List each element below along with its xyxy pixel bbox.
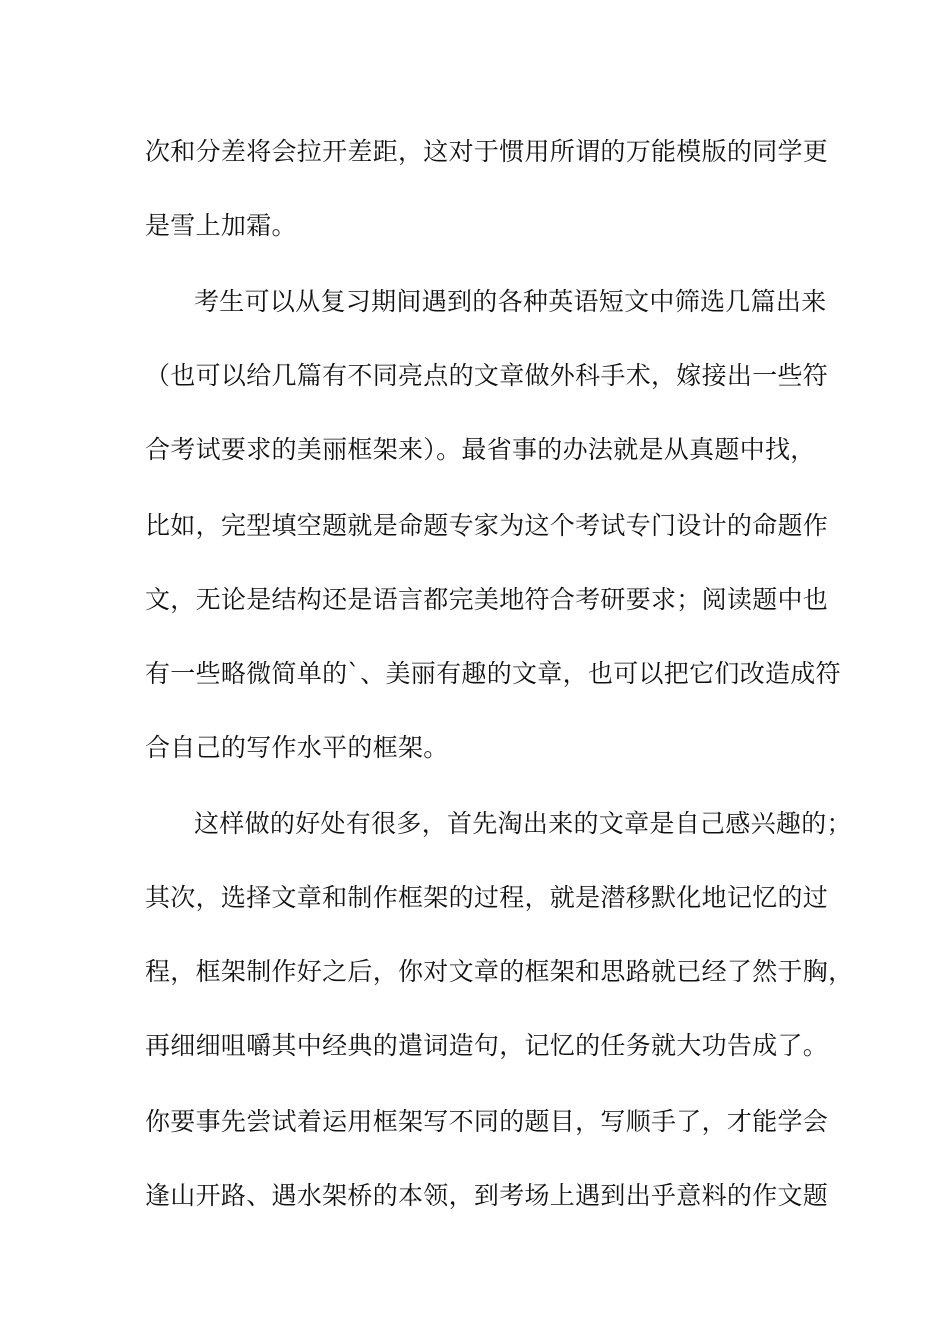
text-line: 合自己的写作水平的框架。 bbox=[145, 733, 449, 762]
text-line: 其次，选择文章和制作框架的过程，就是潜移默化地记忆的过 bbox=[145, 883, 829, 912]
text-line: 再细细咀嚼其中经典的遣词造句，记忆的任务就大功告成了。 bbox=[145, 1031, 829, 1060]
text-line: 比如，完型填空题就是命题专家为这个考试专门设计的命题作 bbox=[145, 511, 829, 540]
paragraph-start-line: 这样做的好处有很多，首先淘出来的文章是自己感兴趣的； bbox=[194, 809, 852, 838]
text-line: 程，框架制作好之后，你对文章的框架和思路就已经了然于胸， bbox=[145, 957, 854, 986]
text-line: （也可以给几篇有不同亮点的文章做外科手术，嫁接出一些符 bbox=[145, 361, 829, 390]
text-line: 你要事先尝试着运用框架写不同的题目，写顺手了，才能学会 bbox=[145, 1107, 829, 1136]
text-line: 逢山开路、遇水架桥的本领，到考场上遇到出乎意料的作文题 bbox=[145, 1181, 829, 1210]
text-line: 是雪上加霜。 bbox=[145, 211, 297, 240]
text-line: 次和分差将会拉开差距，这对于惯用所谓的万能模版的同学更 bbox=[145, 137, 829, 166]
paragraph-start-line: 考生可以从复习期间遇到的各种英语短文中筛选几篇出来 bbox=[194, 287, 827, 316]
text-line: 文，无论是结构还是语言都完美地符合考研要求；阅读题中也 bbox=[145, 585, 829, 614]
text-line: 有一些略微简单的`、美丽有趣的文章，也可以把它们改造成符 bbox=[145, 659, 841, 688]
text-line: 合考试要求的美丽框架来）。最省事的办法就是从真题中找， bbox=[145, 435, 816, 464]
